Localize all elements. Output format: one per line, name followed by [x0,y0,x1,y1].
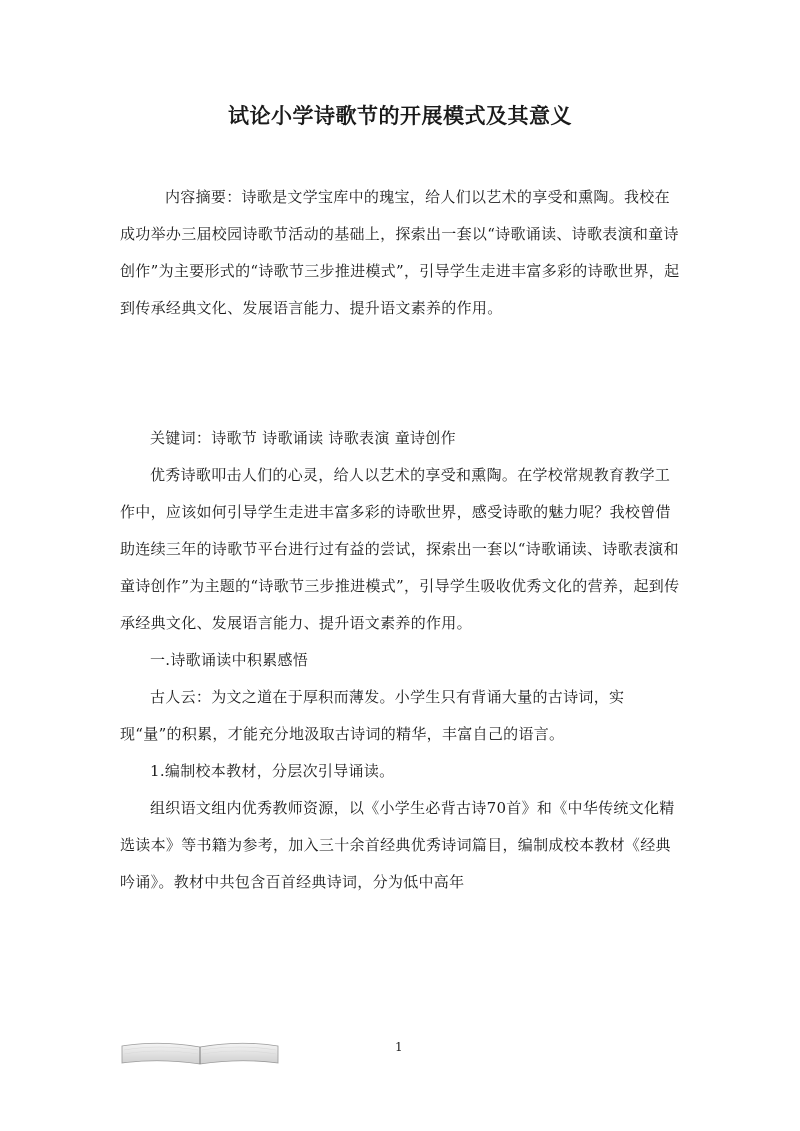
body-paragraph: 优秀诗歌叩击人们的心灵，给人以艺术的享受和熏陶。在学校常规教育教学工作中，应该如何引导学生走进丰富多彩的诗歌世界，感受诗歌的魅力呢？我校曾借助连续三年的诗歌节平台进行过有益的尝试，探索出一套以“诗歌诵读、诗歌表演和童诗创作”为主题的“诗歌节三步推进模式”，引导学生吸收优秀文化的营养，起到传承经典文化、发展语言能力、提升语文素养的作用。 [120,466,680,632]
document-title: 试论小学诗歌节的开展模式及其意义 [228,104,572,128]
open-book-icon [120,1038,280,1066]
main-body [120,420,680,901]
body-paragraph: 古人云：为文之道在于厚积而薄发。小学生只有背诵大量的古诗词，实现“量”的积累，才能充分地汲取古诗词的精华，丰富自己的语言。 [120,688,625,743]
page-number: 1 [395,1040,403,1054]
page-footer [0,1036,800,1076]
abstract-section [120,179,680,327]
keywords-line: 关键词：诗歌节 诗歌诵读 诗歌表演 童诗创作 [150,429,456,447]
abstract-paragraph: 内容摘要：诗歌是文学宝库中的瑰宝，给人们以艺术的享受和熏陶。我校在成功举办三届校园诗歌节活动的基础上，探索出一套以“诗歌诵读、诗歌表演和童诗创作”为主要形式的“诗歌节三步推进模式”，引导学生走进丰富多彩的诗歌世界，起到传承经典文化、发展语言能力、提升语文素养的作用。 [120,188,680,317]
section-heading: 一.诗歌诵读中积累感悟 [150,651,309,669]
subsection-heading: 1.编制校本教材，分层次引导诵读。 [150,762,395,780]
body-paragraph: 组织语文组内优秀教师资源，以《小学生必背古诗70首》和《中华传统文化精选读本》等书籍为参考，加入三十余首经典优秀诗词篇目，编制成校本教材《经典吟诵》。教材中共包含百首经典诗词，分为低中高年 [120,799,675,891]
